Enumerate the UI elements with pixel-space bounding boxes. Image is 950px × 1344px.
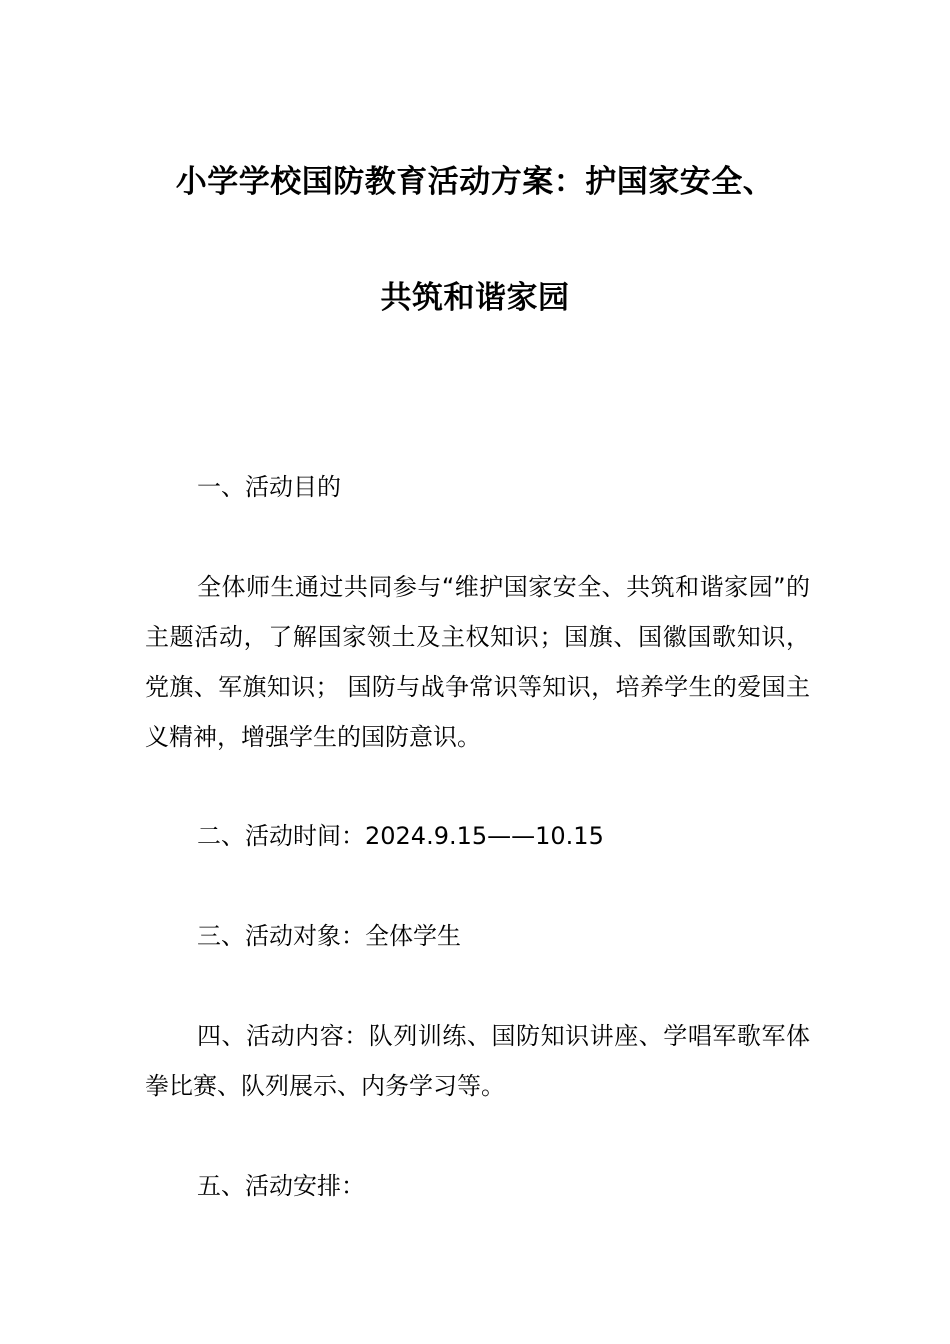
section-body-content: 四、活动内容：队列训练、国防知识讲座、学唱军歌军体拳比赛、队列展示、内务学习等。	[145, 1022, 810, 1100]
section-heading-participants: 三、活动对象：全体学生	[197, 922, 461, 950]
document-title-line-1: 小学学校国防教育活动方案：护国家安全、	[175, 164, 775, 200]
document-title-line-2: 共筑和谐家园	[380, 280, 570, 316]
section-body-purpose: 全体师生通过共同参与“维护国家安全、共筑和谐家园”的主题活动，了解国家领土及主权知识；国旗、国徽国歌知识，党旗、军旗知识； 国防与战争常识等知识，培养学生的爱国主义精神，增强学生的国防意识。	[145, 573, 810, 751]
section-heading-purpose: 一、活动目的	[197, 473, 341, 501]
section-heading-time: 二、活动时间：2024.9.15——10.15	[197, 822, 604, 850]
section-heading-arrangement: 五、活动安排：	[197, 1172, 365, 1200]
